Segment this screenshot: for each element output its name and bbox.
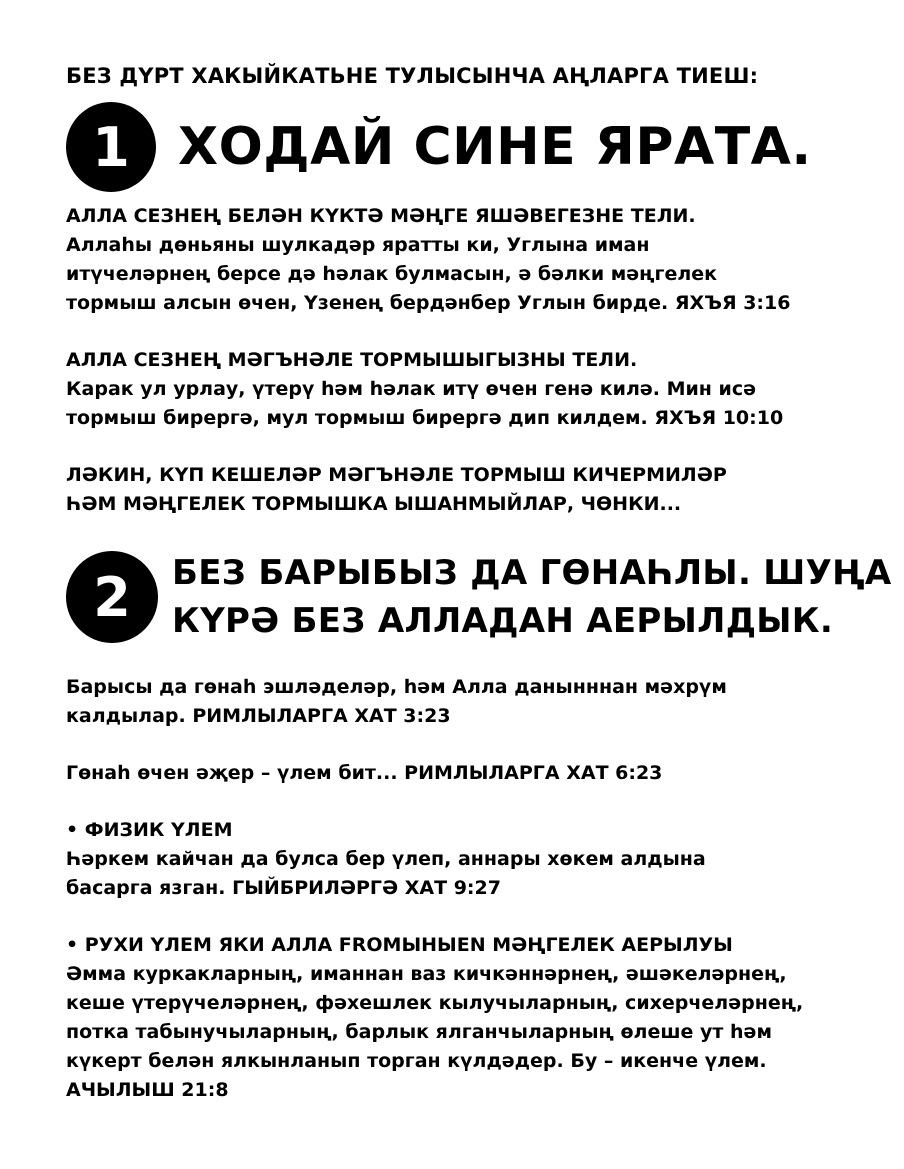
section-all-sinned (66, 673, 866, 731)
verse-line: тормыш алсын өчен, Үзенең бердәнбер Углын бирде. ЯХЪЯ 3:16 (66, 292, 791, 314)
section-transition (66, 461, 866, 519)
verse-line: кеше үтерүчеләрнең, фәхешлек кылучыларның, сихерчеләрнең, (66, 992, 804, 1014)
point-2-number-badge: 2 (66, 551, 158, 643)
section-eternal-life (66, 202, 866, 318)
point-2-title (172, 549, 892, 645)
tract-page (66, 62, 892, 1105)
verse-line: Әмма куркакларның, иманнан ваз кичкәннәрнең, әшәкеләрнең, (66, 963, 787, 985)
section-heading: АЛЛА СЕЗНЕҢ БЕЛӘН КҮКТӘ МӘҢГЕ ЯШӘВЕГЕЗНЕ ТЕЛИ. (66, 205, 696, 227)
section-heading: АЛЛА СЕЗНЕҢ МӘГЪНӘЛЕ ТОРМЫШЫГЫЗНЫ ТЕЛИ. (66, 349, 638, 371)
point-2-title-line: КҮРӘ БЕЗ АЛЛАДАН АЕРЫЛДЫК. (172, 601, 834, 641)
verse-line: калдылар. РИМЛЫЛАРГА ХАТ 3:23 (66, 705, 451, 727)
transition-line: ЛӘКИН, КҮП КЕШЕЛӘР МӘГЪНӘЛЕ ТОРМЫШ КИЧЕРМИЛӘР (66, 464, 727, 486)
section-wages-of-sin (66, 759, 866, 788)
bullet-heading: • ФИЗИК ҮЛЕМ (66, 819, 233, 841)
verse-line: итүчеләрнең берсе дә һәлак булмасын, ә бәлки мәңгелек (66, 263, 718, 285)
intro-heading: БЕЗ ДҮРТ ХАКЫЙКАТЬНЕ ТУЛЫСЫНЧА АҢЛАРГА ТИЕШ: (66, 64, 759, 88)
point-2-title-line: БЕЗ БАРЫБЫЗ ДА ГӨНАҺЛЫ. ШУҢА (172, 553, 892, 593)
verse-line: Аллаһы дөньяны шулкадәр яратты ки, Углына иман (66, 234, 650, 256)
point-1-number-badge: 1 (66, 102, 156, 192)
verse-line: басарга язган. ГЫЙБРИЛӘРГӘ ХАТ 9:27 (66, 877, 501, 899)
verse-line: тормыш бирергә, мул тормыш бирергә дип килдем. ЯХЪЯ 10:10 (66, 407, 784, 429)
section-meaningful-life (66, 346, 866, 433)
transition-line: ҺӘМ МӘҢГЕЛЕК ТОРМЫШКА ЫШАНМЫЙЛАР, ЧӨНКИ... (66, 493, 682, 515)
verse-line: Карак ул урлау, үтерү һәм һәлак итү өчен генә килә. Мин исә (66, 378, 757, 400)
verse-line: күкерт белән ялкынланып торган күлдәдер. Бу – икенче үлем. (66, 1050, 767, 1072)
point-2-header (66, 549, 892, 645)
point-1-title: ХОДАЙ СИНЕ ЯРАТА. (178, 117, 812, 177)
section-spiritual-death (66, 931, 866, 1105)
verse-line: АЧЫЛЫШ 21:8 (66, 1079, 229, 1101)
verse-line: Һәркем кайчан да булса бер үлеп, аннары хөкем алдына (66, 848, 706, 870)
verse-line: Гөнаһ өчен әҗер – үлем бит... РИМЛЫЛАРГА ХАТ 6:23 (66, 762, 663, 784)
verse-line: Барысы да гөнаһ эшләделәр, һәм Алла данынннан мәхрүм (66, 676, 727, 698)
section-physical-death (66, 816, 866, 903)
point-1-header (66, 102, 866, 192)
verse-line: потка табынучыларның, барлык ялганчыларның өлеше ут һәм (66, 1021, 772, 1043)
bullet-heading: • РУХИ ҮЛЕМ ЯКИ АЛЛА FROMЫНЫEN МӘҢГЕЛЕК АЕРЫЛУЫ (66, 934, 733, 956)
